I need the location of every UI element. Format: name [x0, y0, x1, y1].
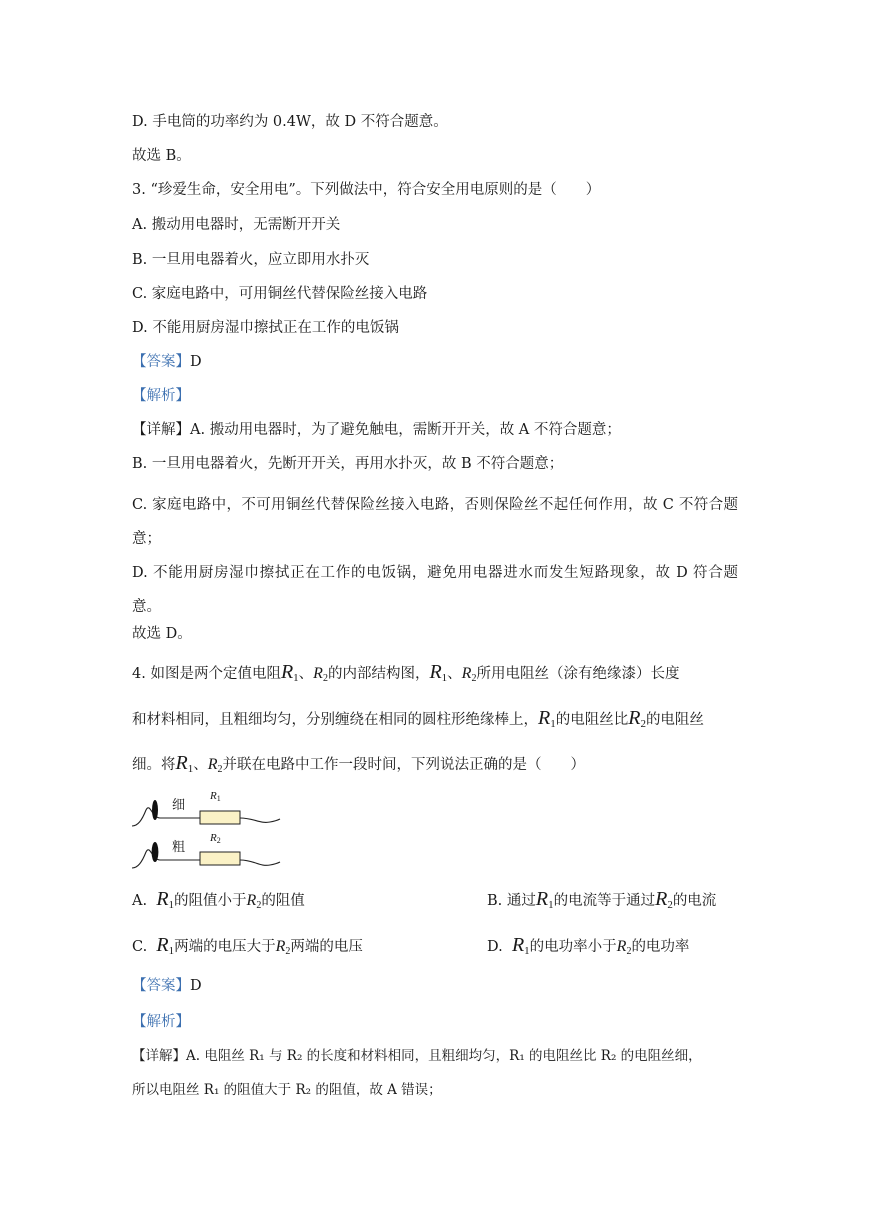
- terminal-left-top: [152, 800, 158, 820]
- stem-text: 4. 如图是两个定值电阻: [132, 666, 281, 682]
- question-4-line-2: [132, 708, 704, 734]
- option-3a: A. 搬动用电器时，无需断开开关: [132, 217, 341, 233]
- question-4-line-1: [132, 662, 679, 689]
- explanation-4a-line-2: 所以电阻丝 R₁ 的阻值大于 R₂ 的阻值，故 A 错误；: [132, 1082, 442, 1098]
- stem-text: 的内部结构图，: [327, 666, 430, 682]
- option-3c: C. 家庭电路中，可用铜丝代替保险丝接入电路: [132, 286, 428, 302]
- label-thin: 细: [172, 798, 186, 813]
- explanation-3c: C. 家庭电路中，不可用铜丝代替保险丝接入电路，否则保险丝不起任何作用，故 C 不符合题意；: [132, 497, 738, 547]
- label-r1: $R_1$: [210, 790, 221, 803]
- answer-3: [132, 352, 202, 372]
- explanation-3d: D. 不能用厨房湿巾擦拭正在工作的电饭锅，避免用电器进水而发生短路现象，故 D 符合题意。: [132, 565, 738, 615]
- symbol-r1: $R_1$: [280, 661, 299, 684]
- stem-text: 并联在电路中工作一段时间，下列说法正确的是（ ）: [222, 757, 585, 773]
- resistor-r2-body: [200, 852, 240, 865]
- option-3b: B. 一旦用电器着火，应立即用水扑灭: [132, 252, 370, 268]
- stem-text: 所用电阻丝（涂有绝缘漆）长度: [476, 666, 680, 682]
- answer-value: D: [190, 978, 202, 994]
- stem-text: 、: [447, 666, 462, 682]
- resistor-diagram: [130, 788, 282, 870]
- symbol-r1: $R_1$: [538, 707, 556, 730]
- question-4-line-3: [132, 753, 585, 780]
- text-line: 故选 D。: [132, 626, 192, 642]
- symbol-r2: $R_2$: [313, 665, 328, 684]
- stem-text: 细。将: [132, 757, 176, 773]
- terminal-left-bottom: [152, 842, 159, 862]
- answer-4: [132, 976, 202, 996]
- symbol-r2: $R_2$: [207, 756, 223, 775]
- explanation-text: A. 搬动用电器时，为了避免触电，需断开开关，故 A 不符合题意；: [190, 422, 621, 438]
- explanation-4a-line-1: [132, 1046, 702, 1066]
- label-r2: $R_2$: [210, 832, 221, 845]
- stem-text: 和材料相同，且粗细均匀，分别缠绕在相同的圆柱形绝缘棒上，: [132, 712, 538, 728]
- detail-tag: 【详解】: [132, 1048, 186, 1064]
- explanation-3a: [132, 420, 621, 440]
- detail-tag: 【详解】: [132, 422, 190, 438]
- answer-tag: 【答案】: [132, 978, 190, 994]
- stem-text: 、: [193, 757, 208, 773]
- explanation-3b: B. 一旦用电器着火，先断开开关，再用水扑灭，故 B 不符合题意；: [132, 456, 564, 472]
- answer-value: D: [190, 354, 202, 370]
- symbol-r2: $R_2$: [461, 665, 477, 684]
- symbol-r2: $R_2$: [628, 707, 646, 730]
- question-3-stem: 3. “珍爱生命，安全用电”。下列做法中，符合安全用电原则的是（ ）: [132, 182, 601, 198]
- text-line: D. 手电筒的功率约为 0.4W，故 D 不符合题意。: [132, 114, 448, 130]
- option-4b: B. 通过$R_1$的电流等于通过$R_2$的电流: [487, 888, 717, 911]
- stem-text: 的电阻丝比: [555, 712, 629, 728]
- symbol-r1: $R_1$: [429, 661, 448, 684]
- analysis-heading: 【解析】: [132, 1014, 190, 1030]
- stem-text: 、: [298, 666, 314, 682]
- option-4a: A. $R_1$的阻值小于$R_2$的阻值: [132, 888, 305, 911]
- option-4d: D. $R_1$的电功率小于$R_2$的电功率: [487, 934, 690, 957]
- resistor-r1-body: [200, 811, 240, 824]
- option-4c: C. $R_1$两端的电压大于$R_2$两端的电压: [132, 934, 363, 957]
- resistor-structure-figure: [130, 788, 282, 870]
- analysis-heading: 【解析】: [132, 388, 190, 404]
- label-thick: 粗: [172, 840, 186, 855]
- symbol-r1: $R_1$: [175, 752, 194, 775]
- text-line: 故选 B。: [132, 148, 191, 164]
- stem-text: 的电阻丝: [645, 712, 704, 728]
- option-3d: D. 不能用厨房湿巾擦拭正在工作的电饭锅: [132, 320, 399, 336]
- explanation-text: A. 电阻丝 R₁ 与 R₂ 的长度和材料相同，且粗细均匀，R₁ 的电阻丝比 R₂ 的电阻丝细，: [186, 1048, 702, 1064]
- answer-tag: 【答案】: [132, 354, 190, 370]
